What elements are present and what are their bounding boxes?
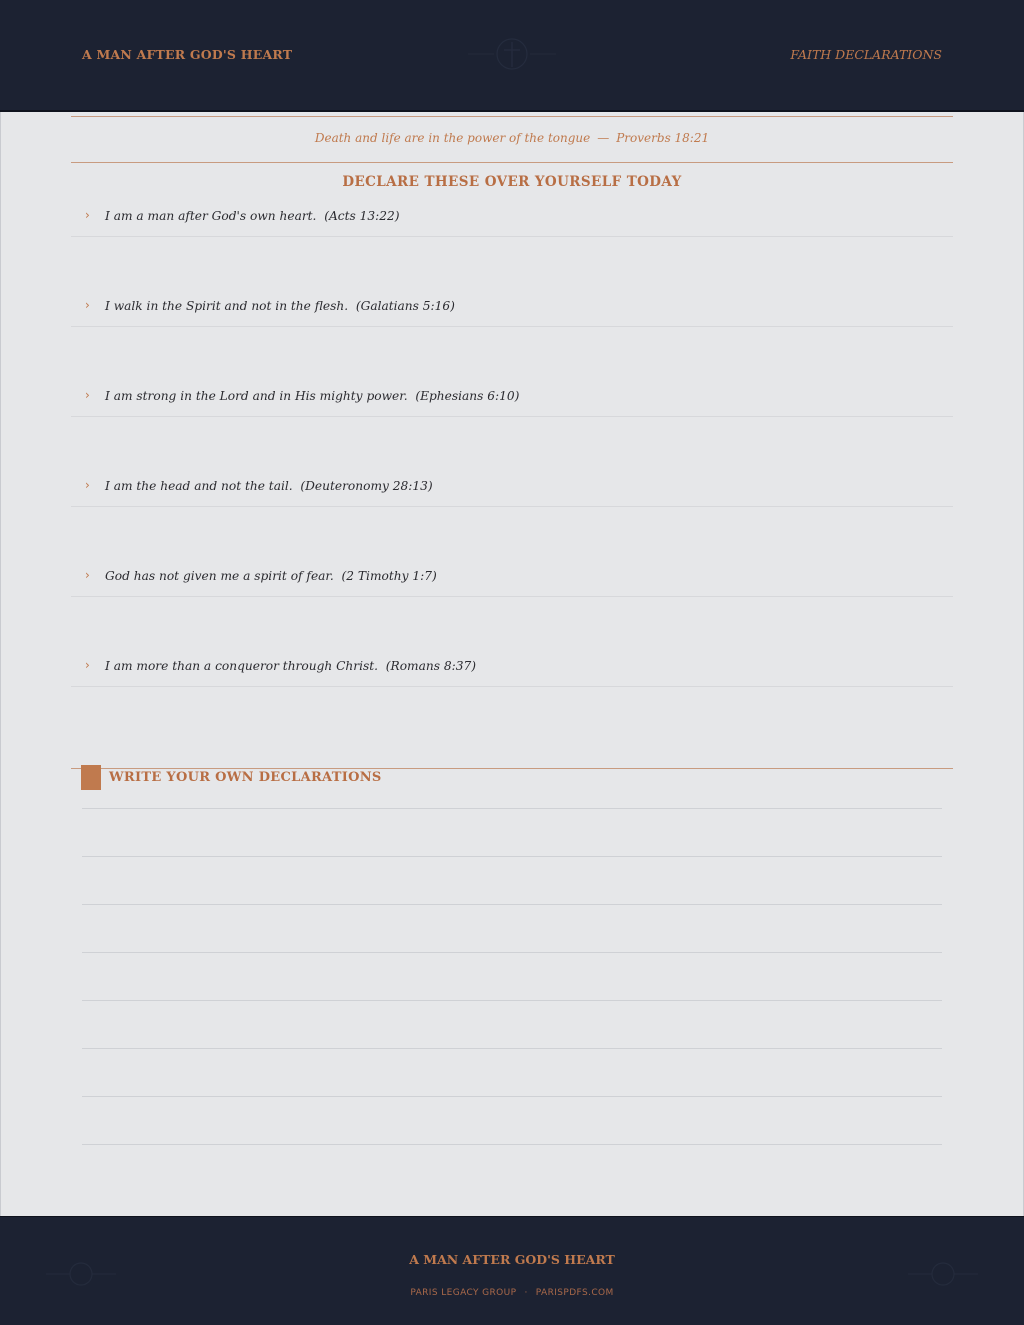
write-line[interactable] — [82, 808, 942, 809]
ornament-right-icon — [908, 1257, 978, 1291]
footer-website: PARISPDFS.COM — [535, 1288, 614, 1298]
declaration-reference: (Acts 13:22) — [324, 209, 400, 223]
footer-credits — [0, 1288, 1024, 1298]
declaration-text — [105, 389, 519, 403]
write-line[interactable] — [82, 1144, 942, 1145]
declaration-statement: I am strong in the Lord and in His mighty power. — [105, 389, 408, 403]
declaration-reference: (Ephesians 6:10) — [415, 389, 520, 403]
declaration-item — [71, 371, 953, 461]
verse-reference: Proverbs 18:21 — [616, 131, 710, 145]
declaration-reference: (Galatians 5:16) — [355, 299, 455, 313]
chevron-right-icon: › — [85, 298, 90, 312]
declaration-list — [71, 191, 953, 731]
footer-title: A MAN AFTER GOD'S HEART — [409, 1252, 615, 1267]
write-line[interactable] — [82, 1048, 942, 1049]
declaration-item — [71, 281, 953, 371]
footer-separator: · — [524, 1288, 528, 1298]
verse-band — [71, 116, 953, 163]
declaration-reference: (Deuteronomy 28:13) — [300, 479, 433, 493]
declaration-row — [71, 551, 953, 597]
declaration-item — [71, 641, 953, 731]
declaration-statement: God has not given me a spirit of fear. — [105, 569, 334, 583]
declaration-row — [71, 191, 953, 237]
declaration-item — [71, 461, 953, 551]
header-title: A MAN AFTER GOD'S HEART — [82, 47, 293, 62]
declaration-row — [71, 641, 953, 687]
declaration-text — [105, 659, 476, 673]
declaration-reference: (Romans 8:37) — [385, 659, 476, 673]
write-line[interactable] — [82, 904, 942, 905]
declaration-statement: I am more than a conqueror through Christ. — [105, 659, 379, 673]
chevron-right-icon: › — [85, 658, 90, 672]
verse-text: Death and life are in the power of the tongue — [314, 131, 591, 145]
declaration-text — [105, 299, 455, 313]
write-line[interactable] — [82, 1096, 942, 1097]
declaration-statement: I am the head and not the tail. — [105, 479, 293, 493]
section-divider — [71, 768, 953, 769]
declaration-item — [71, 551, 953, 641]
own-declarations-title: WRITE YOUR OWN DECLARATIONS — [109, 770, 382, 785]
declaration-reference: (2 Timothy 1:7) — [341, 569, 437, 583]
header-subtitle: FAITH DECLARATIONS — [790, 47, 942, 62]
cross-emblem-icon — [468, 34, 556, 74]
verse-separator: — — [597, 131, 610, 145]
declaration-item — [71, 191, 953, 281]
declaration-row — [71, 281, 953, 327]
declaration-text — [105, 209, 399, 223]
chevron-right-icon: › — [85, 568, 90, 582]
section-marker — [81, 765, 101, 790]
page-header — [0, 0, 1024, 112]
declaration-text — [105, 479, 433, 493]
page-footer — [0, 1216, 1024, 1325]
declaration-statement: I walk in the Spirit and not in the flesh. — [105, 299, 349, 313]
write-line[interactable] — [82, 1000, 942, 1001]
declaration-text — [105, 569, 437, 583]
write-line[interactable] — [82, 952, 942, 953]
write-line[interactable] — [82, 856, 942, 857]
declaration-row — [71, 461, 953, 507]
chevron-right-icon: › — [85, 388, 90, 402]
declaration-row — [71, 371, 953, 417]
declaration-statement: I am a man after God's own heart. — [105, 209, 317, 223]
chevron-right-icon: › — [85, 208, 90, 222]
verse-quote — [315, 131, 709, 145]
footer-publisher: PARIS LEGACY GROUP — [410, 1288, 517, 1298]
section-title: DECLARE THESE OVER YOURSELF TODAY — [342, 174, 682, 190]
chevron-right-icon: › — [85, 478, 90, 492]
